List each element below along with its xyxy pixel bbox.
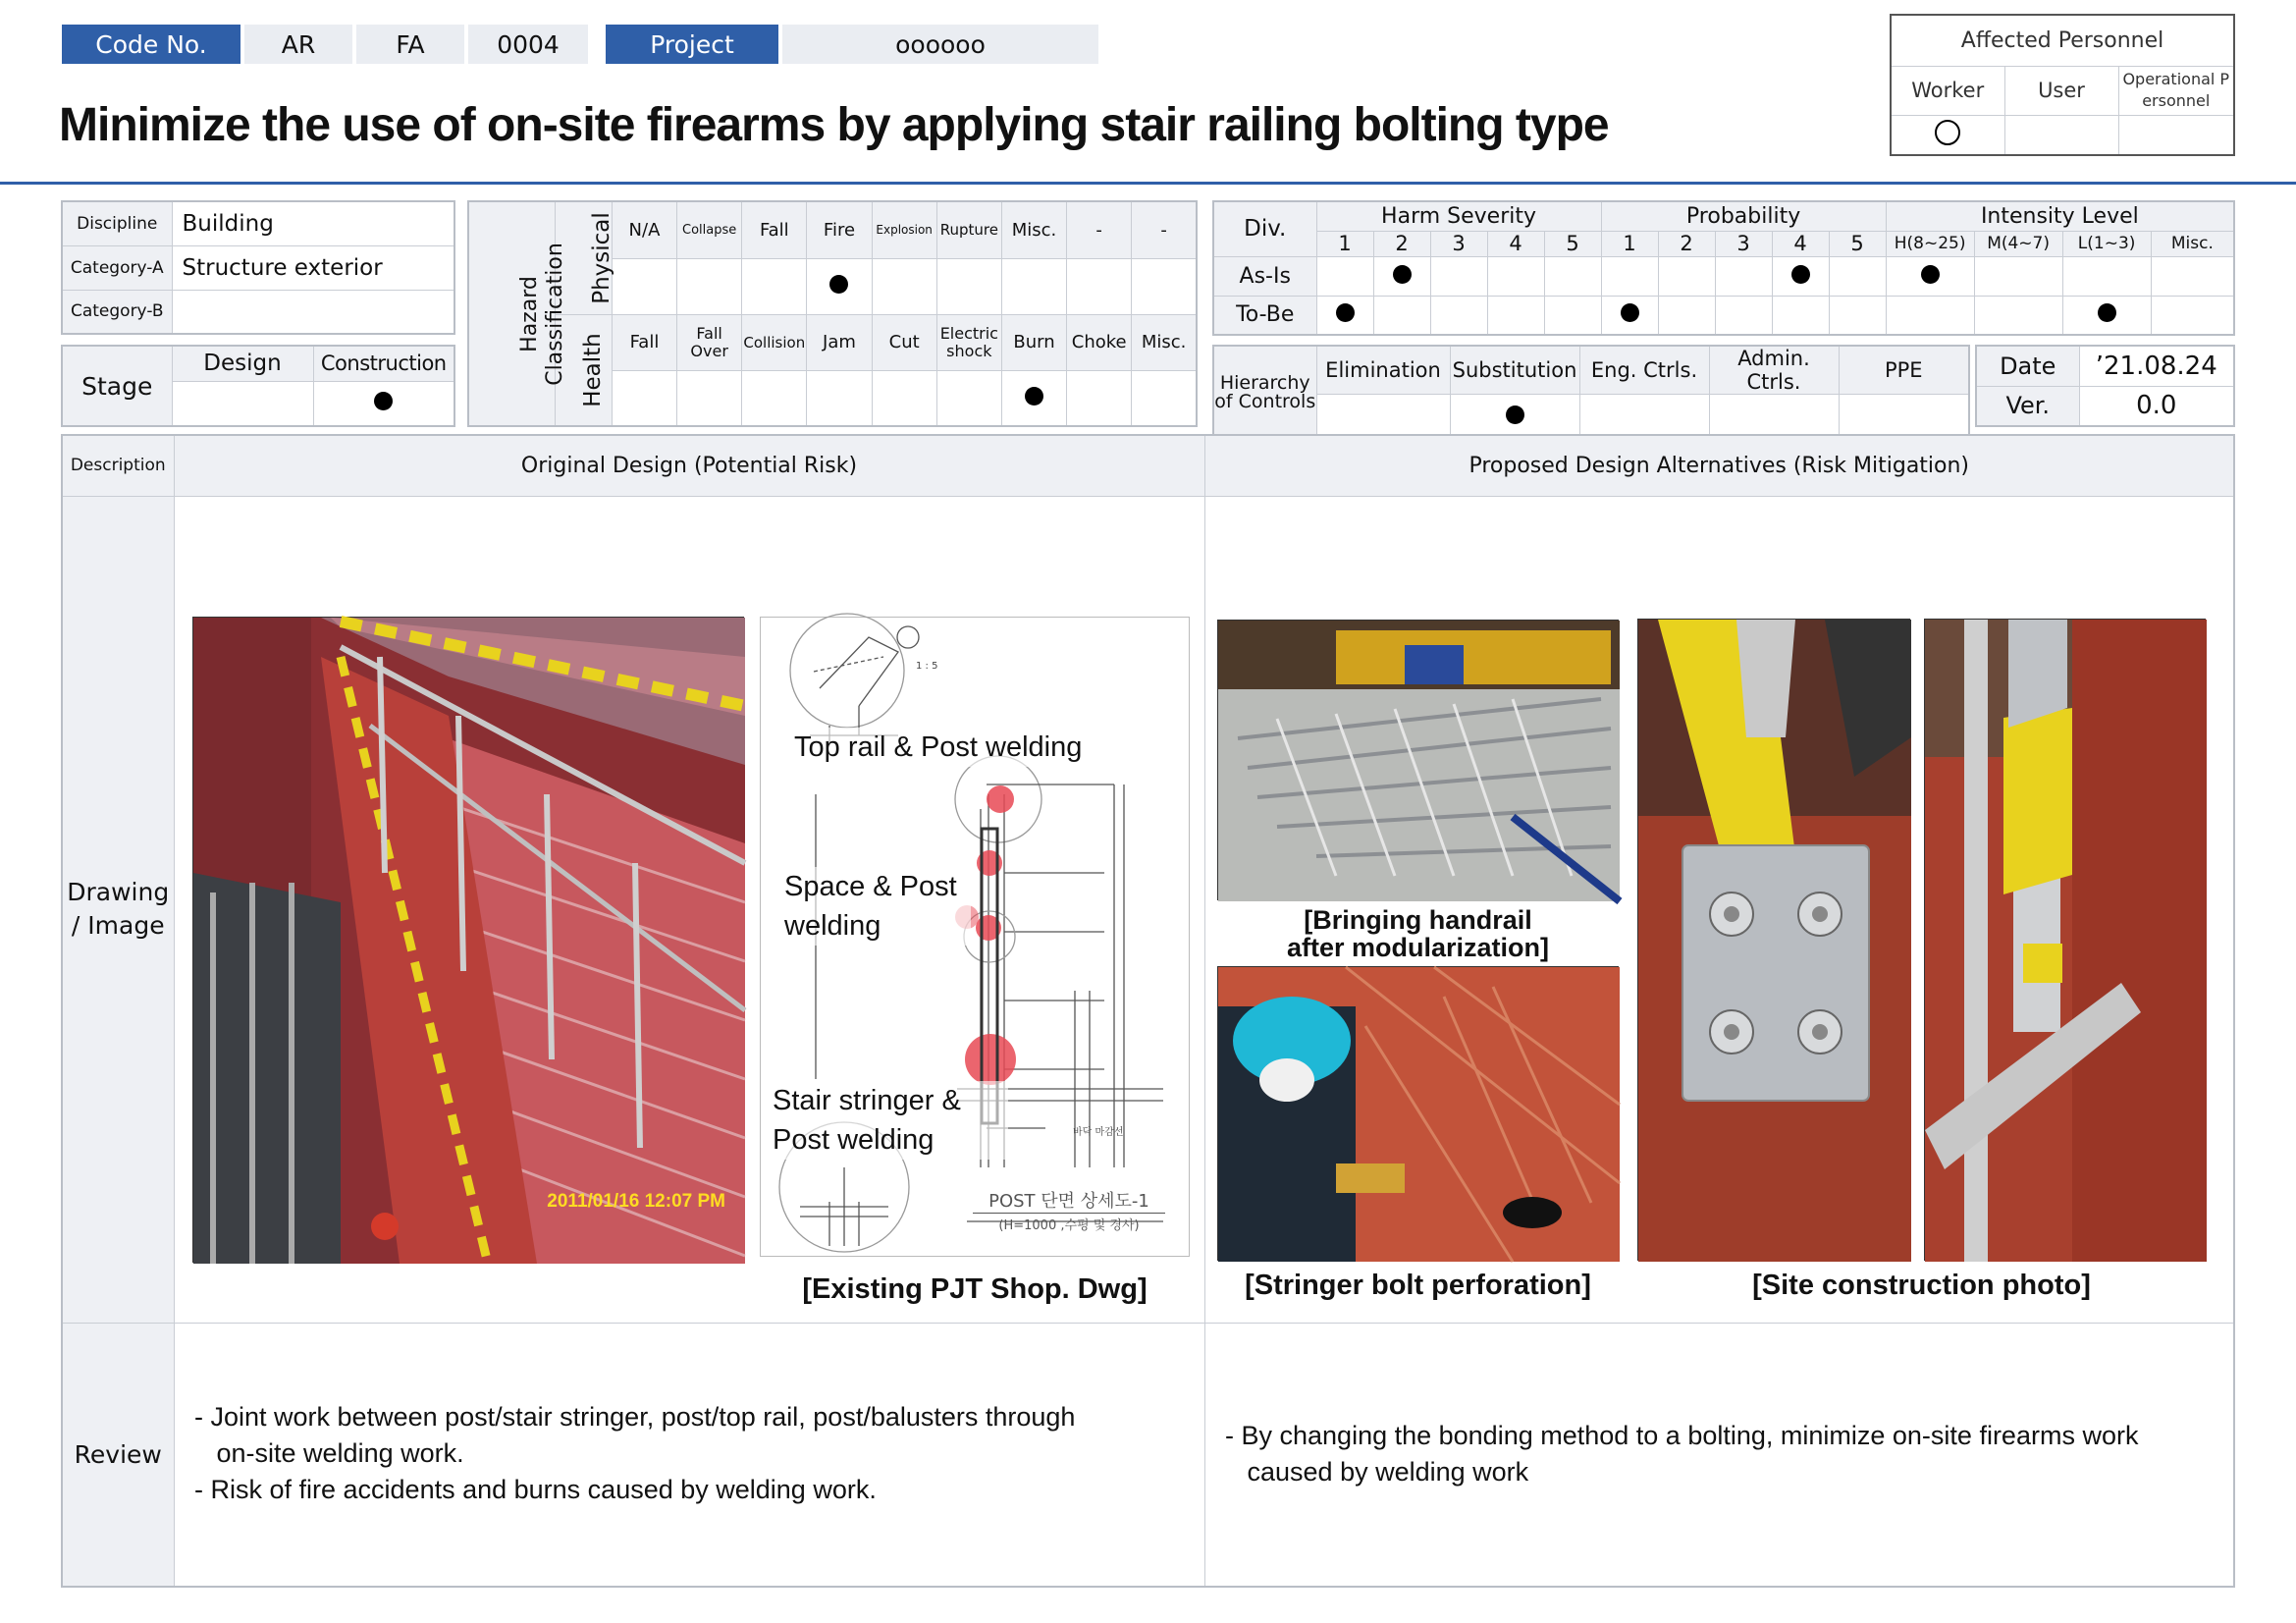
- personnel-operational: Operational P ersonnel: [2118, 66, 2234, 115]
- severity-1: 1: [1316, 231, 1373, 256]
- affected-personnel-table: [1890, 14, 2235, 156]
- health-misc: Misc.: [1132, 314, 1197, 370]
- date-version-table: [1975, 345, 2235, 427]
- version-value: 0.0: [2079, 386, 2234, 426]
- discipline-table: [61, 200, 455, 335]
- review-original-line-3: - Risk of fire accidents and burns caused by welding work.: [194, 1475, 877, 1504]
- health-electric-shock-mark: [936, 370, 1001, 426]
- user-mark: [2004, 115, 2118, 155]
- review-original-line-2: on-site welding work.: [194, 1438, 464, 1468]
- physical-explosion: Explosion: [872, 201, 936, 258]
- as-is-row: [1213, 256, 2234, 296]
- filled-circle-icon: [1336, 303, 1355, 322]
- physical-collapse: Collapse: [677, 201, 742, 258]
- hierarchy-of-controls-label: Hierarchy of Controls: [1213, 346, 1316, 440]
- discipline-value: Building: [172, 201, 454, 245]
- stage-design-label: Design: [172, 346, 313, 381]
- probability-5: 5: [1829, 231, 1886, 256]
- personnel-worker: Worker: [1891, 66, 2004, 115]
- review-original: [194, 1399, 1196, 1508]
- dwg-label-stair-stringer: Stair stringer & Post welding: [773, 1081, 1008, 1160]
- health-collision-mark: [742, 370, 807, 426]
- filled-circle-icon: [374, 392, 393, 410]
- photo-timestamp: 2011/01/16 12:07 PM: [547, 1191, 725, 1212]
- filled-circle-icon: [1393, 265, 1412, 284]
- caption-bringing-handrail-2: after modularization]: [1286, 933, 1550, 962]
- health-fall-over-mark: [677, 370, 742, 426]
- stage-construction-label: Construction: [313, 346, 454, 381]
- harm-severity-label: Harm Severity: [1316, 201, 1601, 231]
- proposed-design-header: Proposed Design Alternatives (Risk Mitigation): [1204, 435, 2234, 496]
- category-b-value: [172, 290, 454, 334]
- severity-3: 3: [1430, 231, 1487, 256]
- dwg-label-top-rail: Top rail & Post welding: [794, 728, 1118, 767]
- substitution-mark: [1450, 395, 1579, 440]
- severity-5: 5: [1544, 231, 1601, 256]
- stair-post-photo: [1924, 619, 2206, 1261]
- physical-fall-mark: [742, 258, 807, 314]
- dwg-title: POST 단면 상세도-1: [973, 1187, 1165, 1214]
- physical-fall: Fall: [742, 201, 807, 258]
- intensity-misc: Misc.: [2151, 231, 2234, 256]
- to-be-label: To-Be: [1213, 296, 1316, 335]
- probability-4: 4: [1772, 231, 1829, 256]
- as-is-label: As-Is: [1213, 256, 1316, 296]
- code-part-1: AR: [244, 25, 352, 64]
- probability-1: 1: [1601, 231, 1658, 256]
- physical-misc-mark: [1001, 258, 1066, 314]
- health-collision: Collision: [742, 314, 807, 370]
- version-label: Ver.: [1976, 386, 2079, 426]
- stringer-bolt-photo: [1217, 966, 1619, 1261]
- hazard-table: [467, 200, 1198, 427]
- operational-mark: [2118, 115, 2234, 155]
- code-part-3: 0004: [468, 25, 588, 64]
- code-part-2: FA: [356, 25, 464, 64]
- date-value: ’21.08.24: [2079, 346, 2234, 386]
- date-label: Date: [1976, 346, 2079, 386]
- physical-fire-mark: [807, 258, 872, 314]
- ppe-mark: [1839, 395, 1969, 440]
- physical-collapse-mark: [677, 258, 742, 314]
- physical-dash-1: -: [1067, 201, 1132, 258]
- filled-circle-icon: [829, 275, 848, 294]
- intensity-medium: M(4~7): [1974, 231, 2062, 256]
- div-label: Div.: [1213, 201, 1316, 256]
- control-admin: Admin. Ctrls.: [1709, 346, 1839, 395]
- filled-circle-icon: [1621, 303, 1639, 322]
- severity-2: 2: [1373, 231, 1430, 256]
- stair-post-illustration: [1925, 620, 2207, 1262]
- affected-personnel-title: Affected Personnel: [1891, 15, 2234, 66]
- caption-site-construction: [Site construction photo]: [1752, 1270, 2091, 1301]
- physical-dash-2-mark: [1132, 258, 1197, 314]
- intensity-low: L(1~3): [2062, 231, 2151, 256]
- health-electric-shock: Electric shock: [936, 314, 1001, 370]
- health-burn-mark: [1001, 370, 1066, 426]
- drawing-image-label: Drawing / Image: [62, 496, 174, 1323]
- filled-circle-icon: [1921, 265, 1940, 284]
- code-no-label: Code No.: [62, 25, 240, 64]
- filled-circle-icon: [1506, 406, 1524, 424]
- filled-circle-icon: [2098, 303, 2116, 322]
- worker-mark: [1891, 115, 2004, 155]
- health-choke: Choke: [1067, 314, 1132, 370]
- caption-bringing-handrail-1: [Bringing handrail: [1304, 905, 1532, 935]
- health-cut-mark: [872, 370, 936, 426]
- description-label: Description: [62, 435, 174, 496]
- category-a-label: Category-A: [62, 245, 172, 290]
- severity-4: 4: [1487, 231, 1544, 256]
- probability-label: Probability: [1601, 201, 1886, 231]
- dwg-note: 바닥 마감선: [1073, 1127, 1124, 1138]
- category-b-label: Category-B: [62, 290, 172, 334]
- physical-na-mark: [612, 258, 676, 314]
- modular-handrail-photo: [1217, 620, 1619, 900]
- physical-na: N/A: [612, 201, 676, 258]
- category-a-value: Structure exterior: [172, 245, 454, 290]
- control-ppe: PPE: [1839, 346, 1969, 395]
- admin-mark: [1709, 395, 1839, 440]
- control-substitution: Substitution: [1450, 346, 1579, 395]
- project-label: Project: [606, 25, 778, 64]
- original-design-header: Original Design (Potential Risk): [174, 435, 1204, 496]
- physical-explosion-mark: [872, 258, 936, 314]
- caption-stringer-bolt: [Stringer bolt perforation]: [1245, 1270, 1591, 1301]
- hazard-classification-label: Hazard Classification: [468, 201, 555, 426]
- review-proposed-line-2: caused by welding work: [1225, 1457, 1529, 1487]
- personnel-user: User: [2004, 66, 2118, 115]
- health-burn: Burn: [1001, 314, 1066, 370]
- bolted-post-photo: [1637, 619, 1910, 1261]
- health-misc-mark: [1132, 370, 1197, 426]
- review-label: Review: [62, 1323, 174, 1587]
- dwg-subtitle: (H=1000 ,수평 및 경사): [998, 1218, 1140, 1233]
- handrail-stack-illustration: [1218, 621, 1620, 901]
- eng-mark: [1579, 395, 1709, 440]
- physical-label: Physical: [555, 201, 612, 314]
- shop-drawing: [760, 617, 1190, 1257]
- physical-dash-1-mark: [1067, 258, 1132, 314]
- stage-label: Stage: [62, 346, 172, 426]
- project-value: oooooo: [782, 25, 1098, 64]
- physical-rupture-mark: [936, 258, 1001, 314]
- health-fall-mark: [612, 370, 676, 426]
- control-eng: Eng. Ctrls.: [1579, 346, 1709, 395]
- control-elimination: Elimination: [1316, 346, 1450, 395]
- worker-bolting-illustration: [1218, 967, 1620, 1262]
- filled-circle-icon: [1791, 265, 1810, 284]
- title-divider: [0, 182, 2296, 185]
- stage-construction-mark: [313, 381, 454, 426]
- physical-rupture: Rupture: [936, 201, 1001, 258]
- open-circle-icon: [1935, 120, 1960, 145]
- health-choke-mark: [1067, 370, 1132, 426]
- health-label: Health: [555, 314, 612, 426]
- bolted-base-plate-illustration: [1638, 620, 1911, 1262]
- stair-welded-railing-photo: [192, 617, 744, 1263]
- physical-misc: Misc.: [1001, 201, 1066, 258]
- probability-3: 3: [1715, 231, 1772, 256]
- health-fall: Fall: [612, 314, 676, 370]
- intensity-high: H(8~25): [1886, 231, 1974, 256]
- review-proposed-line-1: - By changing the bonding method to a bolting, minimize on-site firearms work: [1225, 1421, 2139, 1450]
- controls-table: [1212, 345, 1970, 441]
- risk-table: [1212, 200, 2235, 336]
- review-proposed: [1225, 1418, 2226, 1490]
- probability-2: 2: [1658, 231, 1715, 256]
- stage-design-mark: [172, 381, 313, 426]
- elimination-mark: [1316, 395, 1450, 440]
- page-title: Minimize the use of on-site firearms by applying stair railing bolting type: [59, 99, 1609, 151]
- physical-dash-2: -: [1132, 201, 1197, 258]
- health-fall-over: Fall Over: [677, 314, 742, 370]
- stage-table: [61, 345, 455, 427]
- stair-photo-illustration: [193, 618, 745, 1264]
- to-be-row: [1213, 296, 2234, 335]
- caption-existing-dwg: [Existing PJT Shop. Dwg]: [802, 1273, 1148, 1305]
- dwg-label-space: Space & Post welding: [784, 867, 971, 946]
- health-jam: Jam: [807, 314, 872, 370]
- discipline-label: Discipline: [62, 201, 172, 245]
- health-jam-mark: [807, 370, 872, 426]
- dwg-slope-mark: 1 : 5: [916, 661, 938, 672]
- physical-fire: Fire: [807, 201, 872, 258]
- intensity-level-label: Intensity Level: [1886, 201, 2234, 231]
- review-original-line-1: - Joint work between post/stair stringer, post/top rail, post/balusters through: [194, 1402, 1076, 1432]
- health-cut: Cut: [872, 314, 936, 370]
- filled-circle-icon: [1025, 387, 1043, 406]
